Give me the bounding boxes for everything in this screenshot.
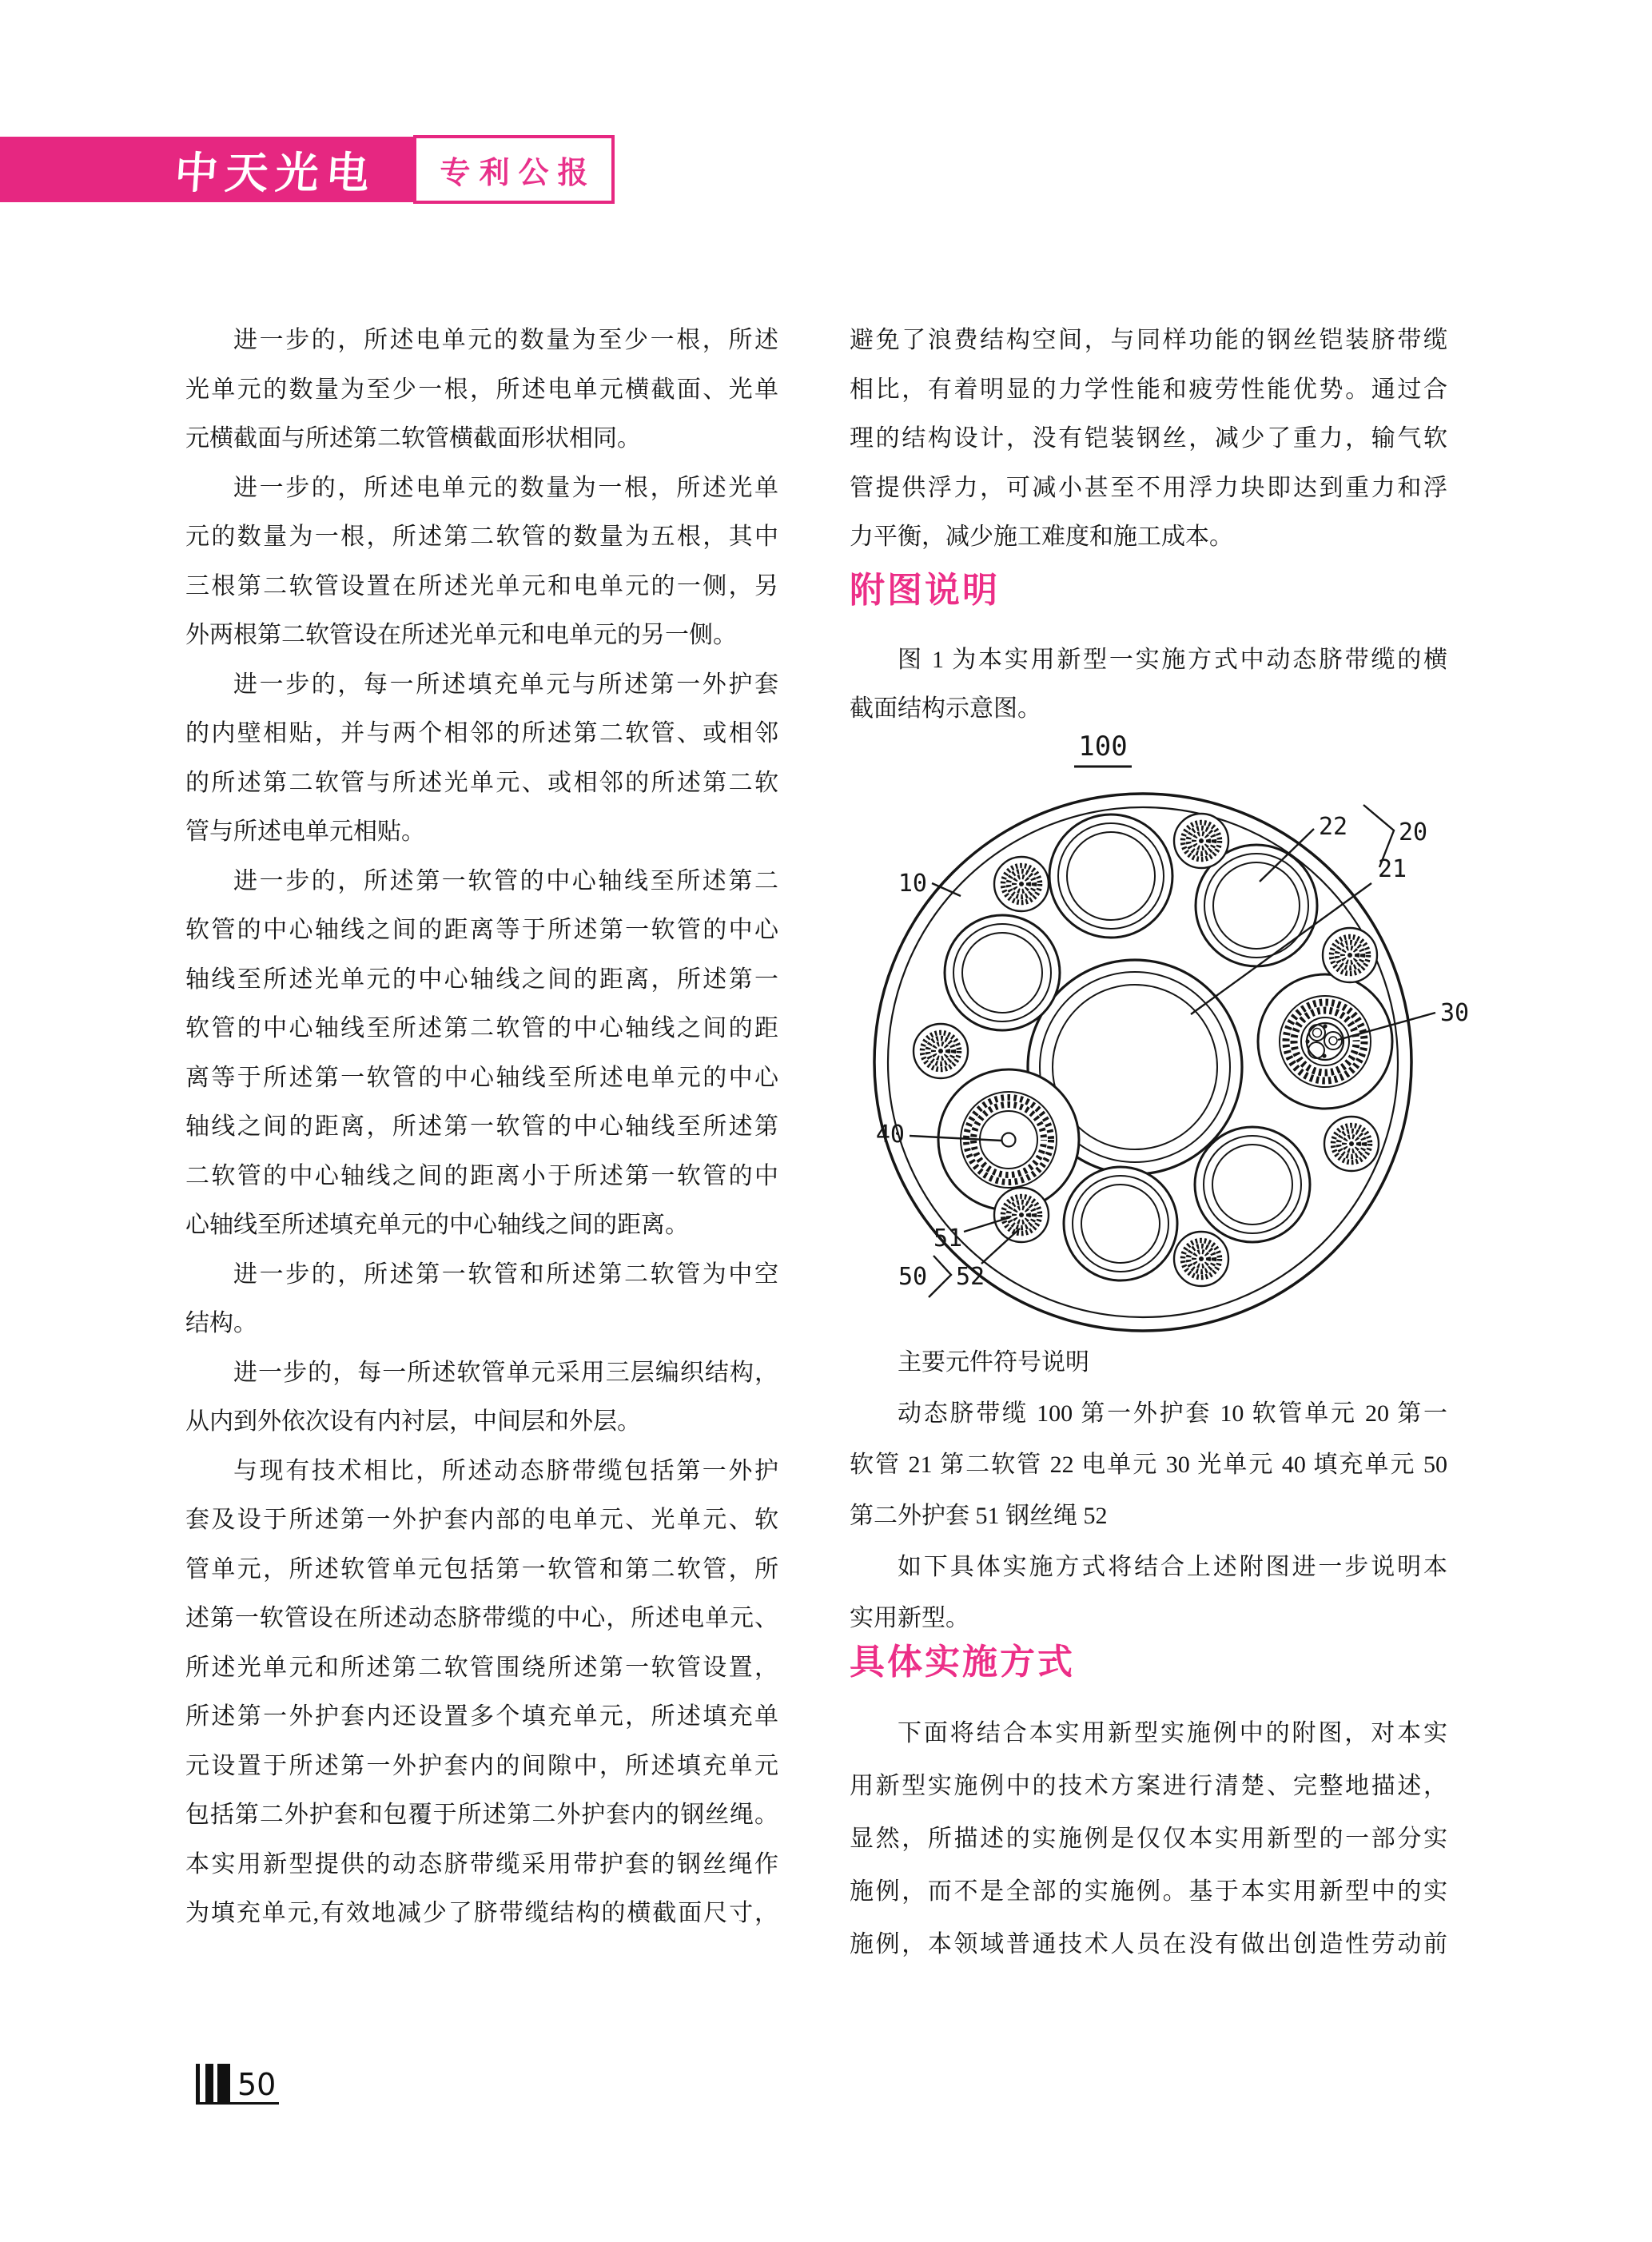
text-line: 轴线至所述光单元的中心轴线之间的距离，所述第一 — [185, 966, 778, 993]
text-line: 本实用新型提供的动态脐带缆采用带护套的钢丝绳作 — [185, 1850, 778, 1878]
text-line: 包括第二外护套和包覆于所述第二外护套内的钢丝绳。 — [185, 1802, 778, 1828]
text-line: 软管的中心轴线之间的距离等于所述第一软管的中心 — [185, 917, 778, 943]
second-hose-circle — [945, 915, 1060, 1030]
second-hose-circle — [1195, 1127, 1310, 1242]
text-line: 进一步的，每一所述填充单元与所述第一外护套 — [233, 671, 778, 698]
svg-text:10: 10 — [898, 869, 927, 898]
svg-text:50: 50 — [898, 1262, 928, 1291]
text-line: 进一步的，所述电单元的数量为一根，所述光单 — [233, 474, 778, 501]
right-text-column — [850, 316, 1470, 1971]
figure-1-container — [850, 704, 1470, 1344]
filler-unit-circle — [1174, 814, 1228, 868]
text-line: 为填充单元,有效地减少了脐带缆结构的横截面尺寸， — [185, 1900, 778, 1926]
text-line: 结构。 — [185, 1310, 257, 1336]
text-line: 管与所述电单元相贴。 — [185, 818, 425, 845]
svg-text:20: 20 — [1399, 818, 1428, 846]
text-line: 套及设于所述第一外护套内部的电单元、光单元、软 — [185, 1507, 778, 1533]
gazette-badge-label: 专利公报 — [440, 156, 597, 190]
filler-unit-circle — [914, 1024, 968, 1078]
filler-unit-circle — [994, 1188, 1049, 1242]
section-heading-embodiment: 具体实施方式 — [850, 1641, 1075, 1682]
second-hose-circle — [1049, 814, 1172, 938]
legend-line: 第二外护套 51 钢丝绳 52 — [850, 1502, 1108, 1529]
text-line: 所述光单元和所述第二软管围绕所述第一软管设置， — [185, 1654, 778, 1681]
text-line: 的所述第二软管与所述光单元、或相邻的所述第二软 — [185, 769, 778, 796]
section-heading-figures: 附图说明 — [850, 569, 1000, 611]
filler-unit-circle — [1324, 1117, 1379, 1171]
electric-unit-circle — [1258, 974, 1392, 1109]
text-line: 外两根第二软管设在所述光单元和电单元的另一侧。 — [185, 622, 737, 648]
page-number-bars-icon — [196, 2064, 233, 2102]
text-line: 施例，而不是全部的实施例。基于本实用新型中的实 — [850, 1878, 1447, 1905]
optic-unit-circle — [938, 1069, 1079, 1210]
footer-rule — [196, 2102, 279, 2105]
filler-unit-circle — [1323, 928, 1377, 982]
text-line: 元的数量为一根，所述第二软管的数量为五根，其中 — [185, 524, 778, 550]
svg-text:21: 21 — [1378, 854, 1407, 883]
filler-unit-circle — [994, 857, 1049, 911]
text-line: 管单元，所述软管单元包括第一软管和第二软管，所 — [185, 1555, 778, 1583]
figure-1-cross-section-drawing — [839, 704, 1479, 1344]
gazette-badge — [413, 135, 615, 204]
text-line: 元横截面与所述第二软管横截面形状相同。 — [185, 425, 641, 452]
text-line: 离等于所述第一软管的中心轴线至所述电单元的中心 — [185, 1064, 778, 1091]
figure-caption-line: 图 1 为本实用新型一实施方式中动态脐带缆的横 — [898, 646, 1447, 673]
text-line: 避免了浪费结构空间，与同样功能的钢丝铠装脐带缆 — [850, 327, 1447, 353]
text-line: 用新型实施例中的技术方案进行清楚、完整地描述， — [850, 1772, 1447, 1799]
second-hose-circle — [1064, 1167, 1177, 1280]
svg-text:51: 51 — [933, 1224, 963, 1252]
legend-line: 动态脐带缆 100 第一外护套 10 软管单元 20 第一 — [898, 1400, 1447, 1427]
figure-ref-label: 100 — [1078, 730, 1128, 763]
text-line: 与现有技术相比，所述动态脐带缆包括第一外护 — [233, 1457, 778, 1484]
text-line: 下面将结合本实用新型实施例中的附图，对本实 — [898, 1719, 1447, 1746]
text-line: 述第一软管设在所述动态脐带缆的中心，所述电单元、 — [185, 1605, 778, 1631]
filler-unit-circle — [1174, 1232, 1228, 1286]
text-line: 理的结构设计，没有铠装钢丝，减少了重力，输气软 — [850, 425, 1447, 452]
text-line: 相比，有着明显的力学性能和疲劳性能优势。通过合 — [850, 376, 1447, 403]
text-line: 显然，所描述的实施例是仅仅本实用新型的一部分实 — [850, 1825, 1447, 1852]
text-line: 三根第二软管设置在所述光单元和电单元的一侧，另 — [185, 572, 778, 599]
text-line: 施例，本领域普通技术人员在没有做出创造性劳动前 — [850, 1930, 1447, 1957]
text-line: 的内壁相贴，并与两个相邻的所述第二软管、或相邻 — [185, 720, 778, 747]
text-line: 进一步的，所述电单元的数量为至少一根，所述 — [233, 327, 778, 353]
svg-text:52: 52 — [956, 1262, 985, 1291]
text-line: 轴线之间的距离，所述第一软管的中心轴线至所述第 — [185, 1113, 778, 1140]
text-line: 元设置于所述第一外护套内的间隙中，所述填充单元 — [185, 1752, 778, 1779]
callout-50 — [898, 1256, 951, 1297]
legend-title: 主要元件符号说明 — [898, 1348, 1089, 1376]
text-line: 心轴线至所述填充单元的中心轴线之间的距离。 — [185, 1212, 689, 1238]
left-text-column — [185, 316, 778, 1938]
text-line: 进一步的，所述第一软管的中心轴线至所述第二 — [233, 867, 778, 894]
svg-text:40: 40 — [875, 1120, 905, 1149]
legend-line: 软管 21 第二软管 22 电单元 30 光单元 40 填充单元 50 — [850, 1451, 1447, 1478]
text-line: 管提供浮力，可减小甚至不用浮力块即达到重力和浮 — [850, 474, 1447, 501]
text-line: 所述第一外护套内还设置多个填充单元，所述填充单 — [185, 1703, 778, 1730]
text-line: 二软管的中心轴线之间的距离小于所述第一软管的中 — [185, 1162, 778, 1189]
text-line: 从内到外依次设有内衬层，中间层和外层。 — [185, 1408, 641, 1435]
figure-caption-line: 截面结构示意图。 — [850, 695, 1041, 722]
text-line: 软管的中心轴线至所述第二软管的中心轴线之间的距 — [185, 1015, 778, 1041]
text-line: 进一步的，所述第一软管和所述第二软管为中空 — [233, 1260, 778, 1288]
text-line: 实用新型。 — [850, 1604, 969, 1631]
svg-text:22: 22 — [1319, 812, 1348, 841]
text-line: 如下具体实施方式将结合上述附图进一步说明本 — [898, 1553, 1447, 1580]
text-line: 进一步的，每一所述软管单元采用三层编织结构， — [233, 1359, 778, 1386]
brand-header-bar — [0, 137, 421, 202]
svg-text:30: 30 — [1440, 998, 1470, 1027]
page-number: 50 — [237, 2067, 277, 2102]
text-line: 光单元的数量为至少一根，所述电单元横截面、光单 — [185, 376, 778, 403]
text-line: 力平衡，减少施工难度和施工成本。 — [850, 524, 1233, 550]
brand-logo: 中天光电 — [173, 146, 378, 198]
